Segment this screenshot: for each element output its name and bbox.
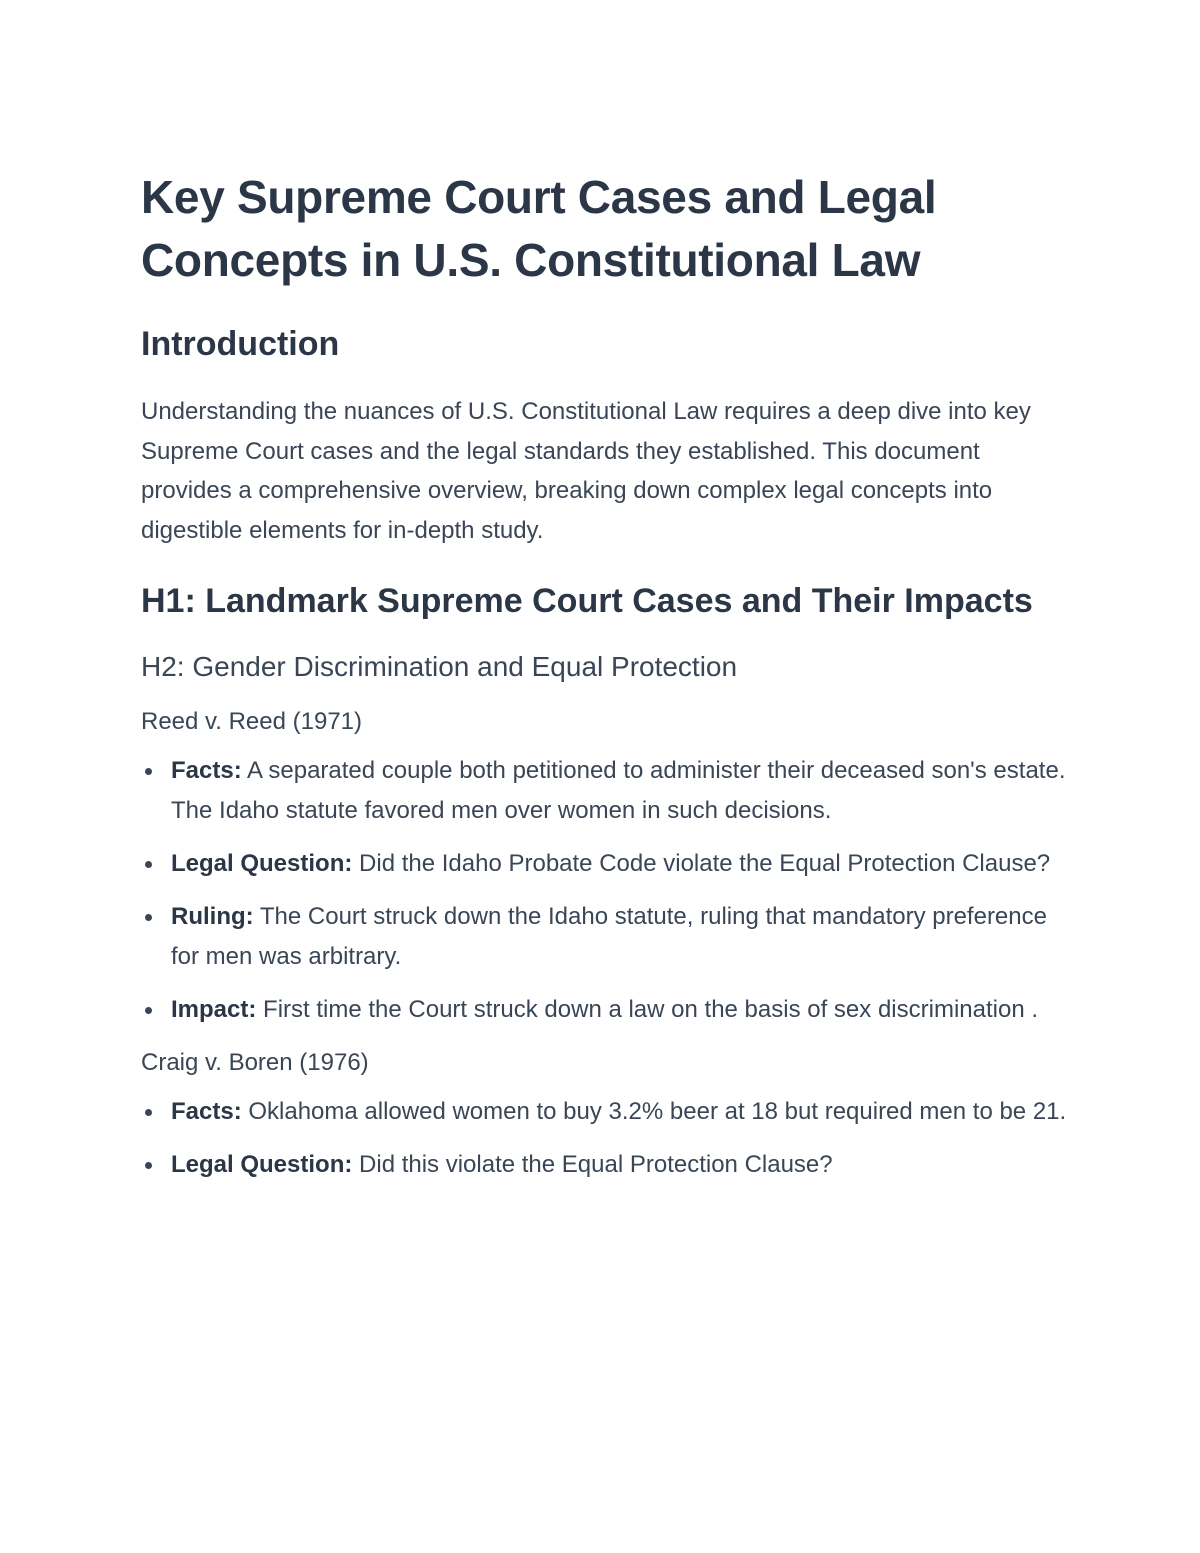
case-facts-list [141,751,1071,1030]
item-label: Legal Question: [171,1151,353,1178]
item-text: First time the Court struck down a law on the basis of sex discrimination . [256,996,1038,1023]
bullet-icon [145,914,152,921]
list-item [141,897,1071,977]
item-text: Oklahoma allowed women to buy 3.2% beer at 18 but required men to be 21. [241,1098,1067,1125]
list-item [141,990,1071,1030]
bullet-icon [145,861,152,868]
introduction-heading: Introduction [141,325,340,363]
document-title: Key Supreme Court Cases and Legal Concepts in U.S. Constitutional Law [141,171,937,286]
case-title-craig-v-boren: Craig v. Boren (1976) [141,1049,369,1076]
item-label: Facts: [171,1098,242,1125]
bullet-icon [145,1109,152,1116]
item-text: Did this violate the Equal Protection Clause? [352,1151,833,1178]
section-heading-h2: H2: Gender Discrimination and Equal Protection [141,651,738,682]
bullet-icon [145,1007,152,1014]
document-page [141,166,1071,1198]
item-text: Did the Idaho Probate Code violate the Equal Protection Clause? [352,850,1051,877]
item-text: The Court struck down the Idaho statute, ruling that mandatory preference for men was arbitrary. [171,903,1047,970]
list-item [141,751,1071,831]
item-label: Legal Question: [171,850,353,877]
case-title-reed-v-reed: Reed v. Reed (1971) [141,708,363,735]
list-item [141,844,1071,884]
item-text: A separated couple both petitioned to administer their deceased son's estate. The Idaho statute favored men over women in such decisions. [171,757,1066,824]
case-facts-list [141,1092,1071,1185]
item-label: Impact: [171,996,257,1023]
bullet-icon [145,768,152,775]
section-heading-h1: H1: Landmark Supreme Court Cases and Their Impacts [141,582,1033,620]
item-label: Ruling: [171,903,254,930]
list-item [141,1092,1071,1132]
introduction-paragraph: Understanding the nuances of U.S. Constitutional Law requires a deep dive into key Supreme Court cases and the legal standards they established. This document provides a comprehensive overview, breaking down complex legal concepts into digestible elements for in-depth study. [141,398,1031,544]
bullet-icon [145,1162,152,1169]
list-item [141,1145,1071,1185]
item-label: Facts: [171,757,242,784]
